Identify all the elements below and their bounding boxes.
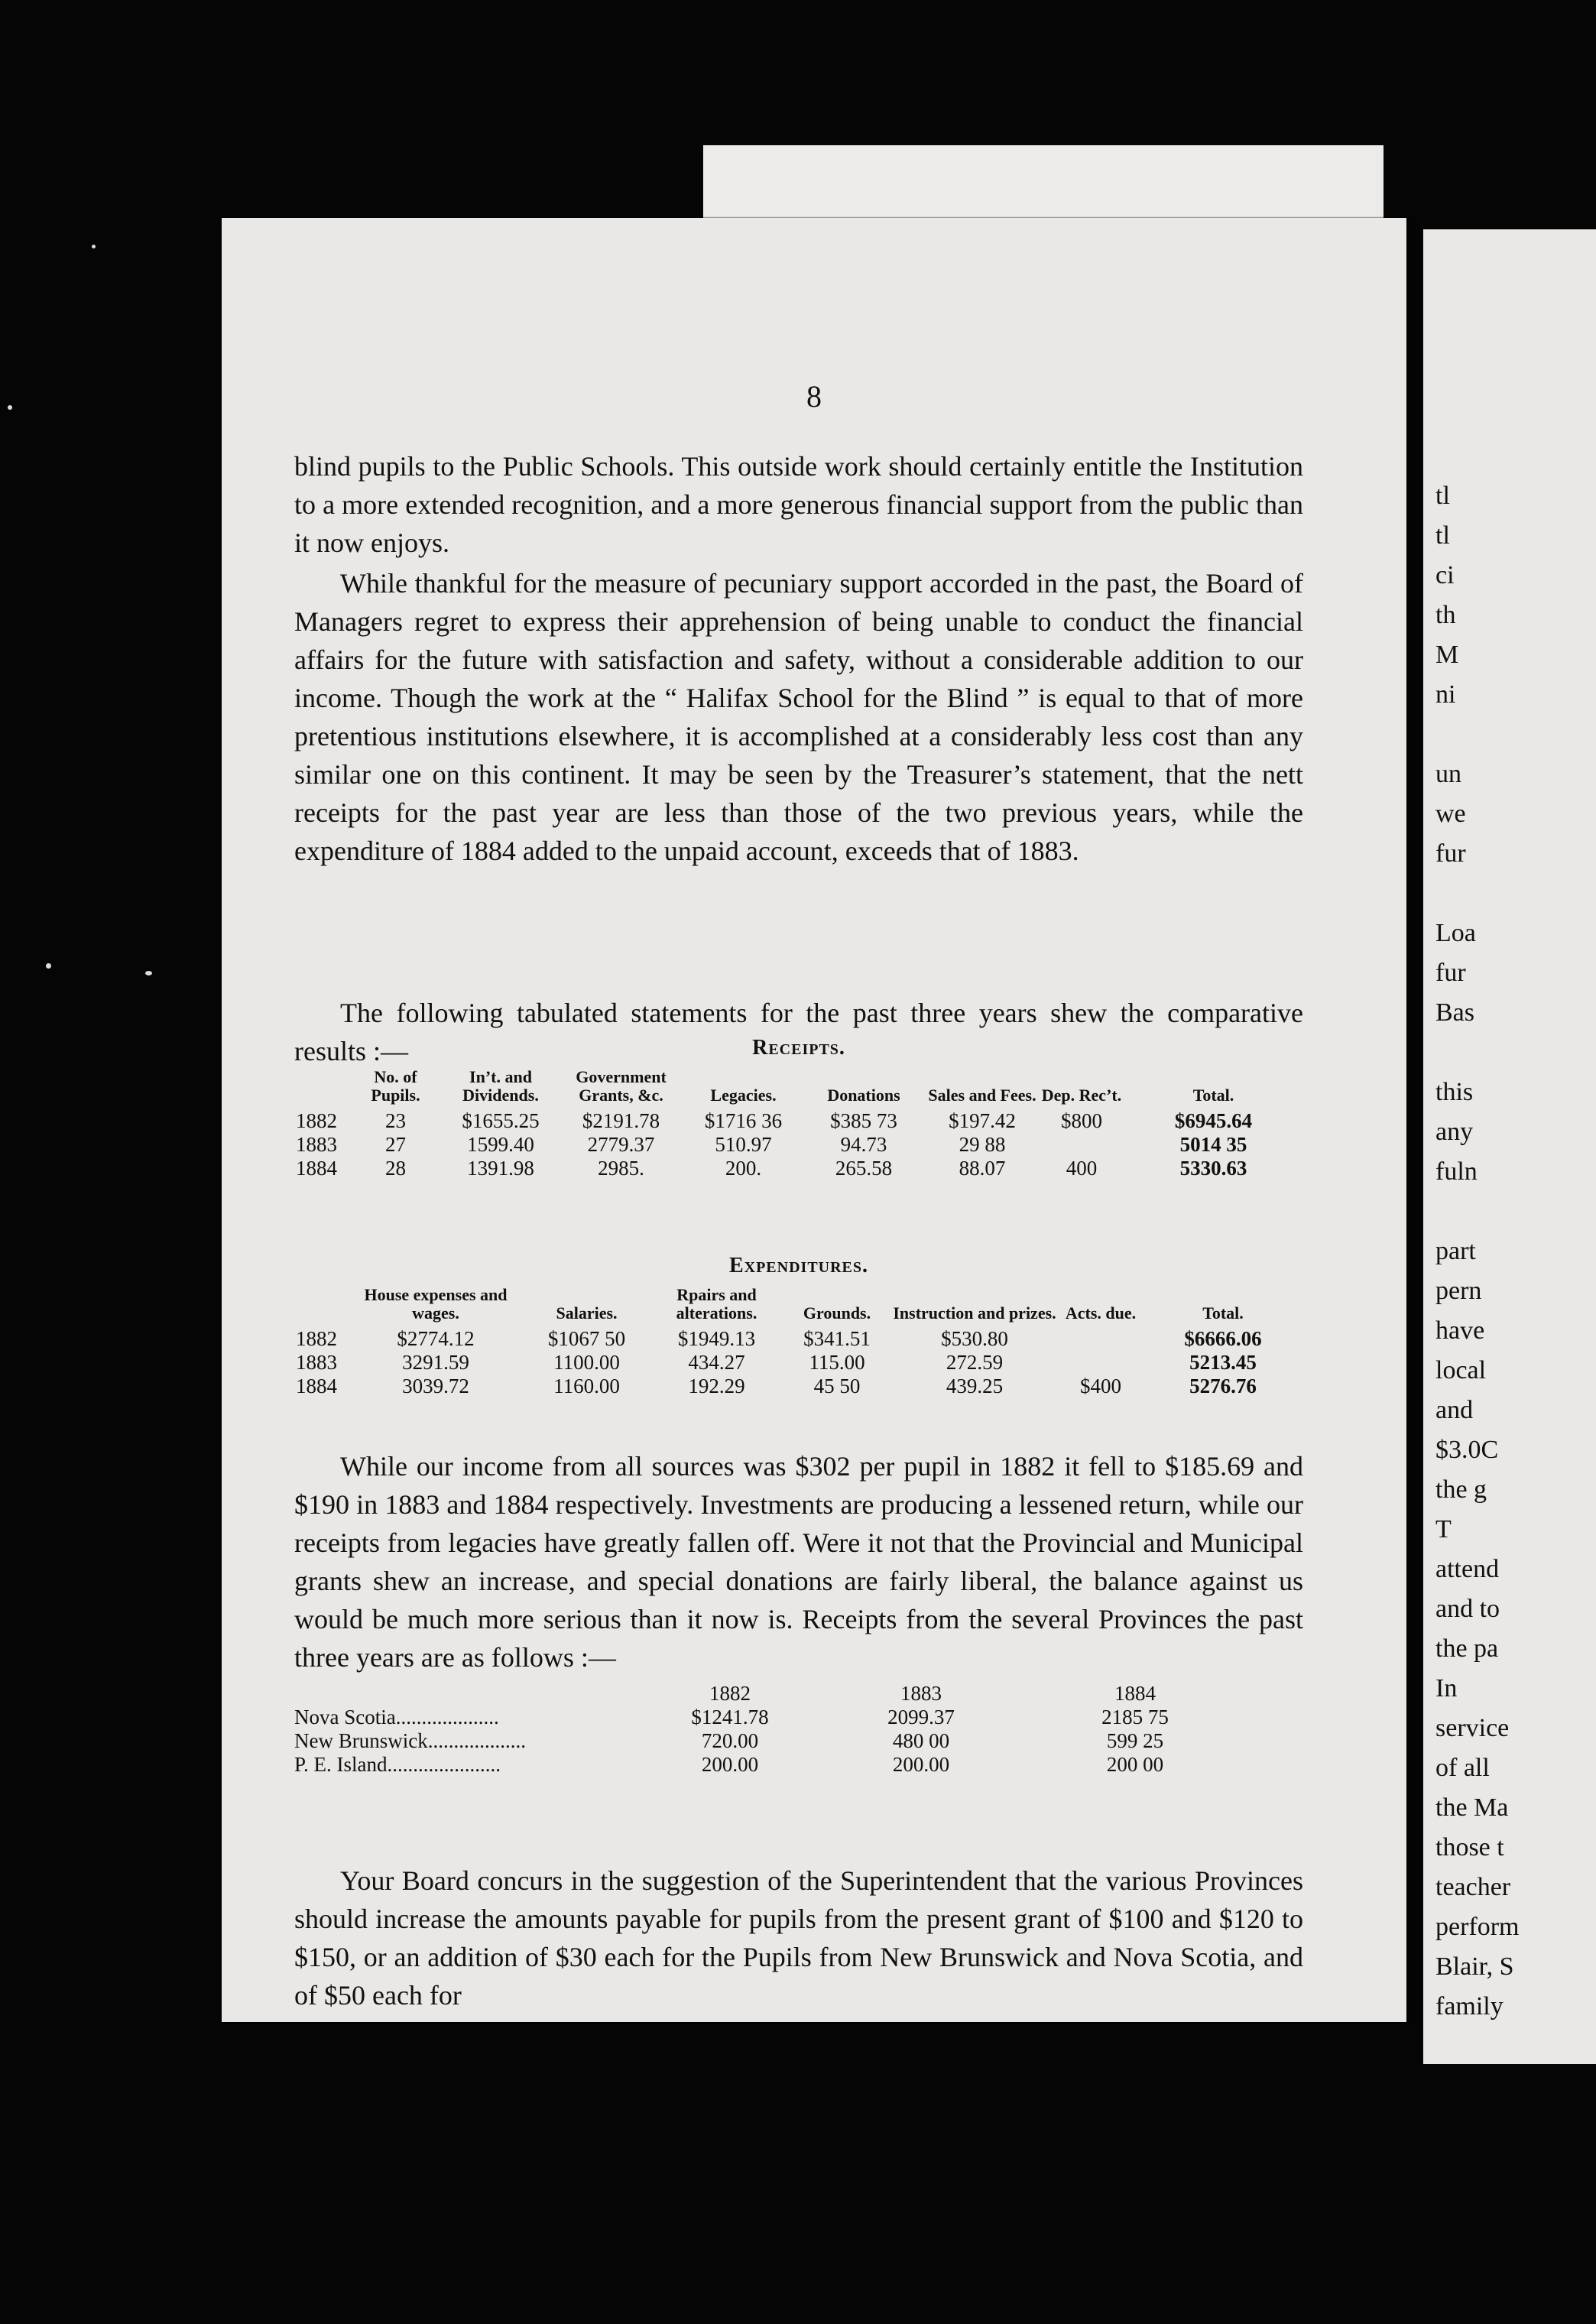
table-cell: 1100.00 <box>553 1351 620 1374</box>
table-row <box>294 1753 1234 1777</box>
table-cell: 115.00 <box>809 1351 865 1374</box>
table-cell: 439.25 <box>946 1375 1004 1397</box>
adjacent-page-line: local <box>1435 1356 1487 1384</box>
table-cell: 5014 35 <box>1179 1133 1247 1156</box>
film-speck <box>92 245 96 248</box>
film-speck <box>8 405 12 410</box>
adjacent-page-line: attend <box>1435 1555 1500 1583</box>
paragraph-3: The following tabulated statements for the past three years shew the comparative results :— <box>294 998 1303 1066</box>
adjacent-page-line: those t <box>1435 1833 1504 1861</box>
table-cell: 23 <box>385 1109 406 1132</box>
table-cell: 2185 75 <box>1101 1706 1169 1728</box>
table-row <box>294 1109 1303 1133</box>
adjacent-page-line: Bas <box>1435 998 1474 1027</box>
receipts-table <box>294 1068 1303 1180</box>
table-cell: 1883 <box>296 1351 337 1374</box>
table-cell: 2099.37 <box>887 1706 955 1728</box>
table-row <box>294 1351 1303 1375</box>
paragraph-1: blind pupils to the Public Schools. This outside work should certainly entitle the Institution to a more extended recognition, and a more generous financial support from the public than it now enjoys. <box>294 451 1303 558</box>
table-row <box>294 1157 1303 1180</box>
table-row <box>294 1729 1234 1753</box>
table-row <box>294 1706 1234 1729</box>
table-cell: 434.27 <box>688 1351 745 1374</box>
expenditures-title: Expenditures. <box>728 1254 869 1277</box>
table-cell: $400 <box>1080 1375 1121 1397</box>
table-cell: 2985. <box>598 1157 644 1180</box>
adjacent-page-line: Blair, S <box>1435 1952 1514 1981</box>
expenditures-header: Salaries. <box>556 1303 618 1323</box>
table-cell: 1883 <box>296 1133 337 1156</box>
adjacent-page-line: tl <box>1435 521 1450 550</box>
table-cell: 5213.45 <box>1189 1351 1257 1374</box>
table-cell: $2191.78 <box>582 1109 660 1132</box>
table-cell: 599 25 <box>1106 1729 1164 1752</box>
table-cell: 29 88 <box>959 1133 1006 1156</box>
table-cell: 5330.63 <box>1179 1157 1247 1180</box>
receipts-header: Government Grants, &c. <box>576 1067 667 1105</box>
table-cell: 480 00 <box>892 1729 950 1752</box>
provinces-header-row <box>294 1682 1234 1706</box>
table-cell: $385 73 <box>830 1109 897 1132</box>
table-cell: New Brunswick................... <box>294 1729 526 1752</box>
adjacent-page-line: perform <box>1435 1913 1520 1941</box>
adjacent-page-line: we <box>1435 800 1466 828</box>
table-cell: 28 <box>385 1157 406 1180</box>
receipts-header: Sales and Fees. <box>928 1086 1036 1105</box>
adjacent-page-line: In <box>1435 1674 1458 1702</box>
table-cell: $6945.64 <box>1174 1109 1253 1132</box>
adjacent-page-line: have <box>1435 1316 1485 1345</box>
table-cell: 5276.76 <box>1189 1375 1257 1397</box>
table-cell: 192.29 <box>688 1375 745 1397</box>
receipts-header <box>294 1068 348 1109</box>
table-cell: 200 00 <box>1106 1753 1164 1776</box>
receipts-header: Donations <box>827 1086 900 1105</box>
provinces-header: 1882 <box>709 1682 751 1705</box>
adjacent-page-line: the g <box>1435 1475 1487 1504</box>
receipts-header: Legacies. <box>710 1086 777 1105</box>
table-cell: 27 <box>385 1133 406 1156</box>
table-cell: 1882 <box>296 1109 337 1132</box>
adjacent-page-line: T <box>1435 1515 1452 1543</box>
expenditures-header: Rpairs and alterations. <box>676 1285 757 1323</box>
expenditures-table <box>294 1286 1303 1398</box>
table-cell: 272.59 <box>946 1351 1004 1374</box>
adjacent-page-line: service <box>1435 1714 1510 1742</box>
table-cell: 1391.98 <box>467 1157 534 1180</box>
table-cell: 3039.72 <box>402 1375 469 1397</box>
table-cell: 2779.37 <box>587 1133 655 1156</box>
adjacent-page-line: tl <box>1435 482 1450 510</box>
receipts-header-row <box>294 1068 1303 1109</box>
adjacent-page-line: ci <box>1435 561 1455 589</box>
table-cell: $2774.12 <box>397 1327 475 1350</box>
adjacent-page-line: fur <box>1435 839 1466 868</box>
table-cell: 1599.40 <box>467 1133 534 1156</box>
adjacent-page-line: fuln <box>1435 1157 1478 1186</box>
provinces-header: 1884 <box>1114 1682 1156 1705</box>
receipts-title: Receipts. <box>752 1036 845 1060</box>
table-cell: $197.42 <box>949 1109 1016 1132</box>
table-row <box>294 1375 1303 1398</box>
table-cell: $1067 50 <box>547 1327 626 1350</box>
table-cell: Nova Scotia.................... <box>294 1706 499 1728</box>
document-page <box>222 218 1406 2022</box>
provinces-table <box>294 1682 1234 1777</box>
table-cell: $800 <box>1061 1109 1102 1132</box>
receipts-table-block <box>294 1036 1303 1180</box>
table-cell <box>1059 1351 1143 1375</box>
paragraph-2: While thankful for the measure of pecuniary support accorded in the past, the Board of Managers regret to express their apprehension of being unable to conduct the financial affairs for the future with satisfaction and safety, without a considerable addition to our income. Though the work at the “ Halifax School for the Blind ” is equal to that of more pretentious institutions elsewhere, it is accomplished at a considerably less cost than any similar one on this continent. It may be seen by the Treasurer’s statement, that the nett receipts for the past year are less than those of the two previous years, while the expenditure of 1884 added to the unpaid account, exceeds that of 1883. <box>294 568 1303 866</box>
adjacent-page-line: $3.0C <box>1435 1436 1499 1464</box>
table-cell: 1882 <box>296 1327 337 1350</box>
table-cell: 1884 <box>296 1157 337 1180</box>
film-speck <box>145 971 152 975</box>
adjacent-page-line: un <box>1435 760 1461 788</box>
expenditures-table-block <box>294 1254 1303 1398</box>
adjacent-page-line: family <box>1435 1992 1504 2021</box>
adjacent-page-line: of all <box>1435 1754 1490 1782</box>
expenditures-header: Instruction and prizes. <box>893 1303 1056 1323</box>
expenditures-header <box>294 1286 348 1327</box>
expenditures-header: Grounds. <box>803 1303 871 1323</box>
adjacent-page-line: and to <box>1435 1595 1500 1623</box>
table-cell: 94.73 <box>840 1133 887 1156</box>
adjacent-page-line: the Ma <box>1435 1793 1509 1822</box>
receipts-header: Total. <box>1192 1086 1234 1105</box>
page-number: 8 <box>806 379 822 414</box>
adjacent-page-line: teacher <box>1435 1873 1511 1901</box>
table-cell: $1241.78 <box>691 1706 769 1728</box>
table-cell: $1716 36 <box>704 1109 783 1132</box>
table-cell: 45 50 <box>813 1375 861 1397</box>
expenditures-header-row <box>294 1286 1303 1327</box>
table-cell: 1884 <box>296 1375 337 1397</box>
provinces-header <box>294 1682 654 1706</box>
provinces-table-block <box>294 1682 1303 1777</box>
adjacent-page-line: M <box>1435 641 1459 669</box>
table-row <box>294 1327 1303 1351</box>
table-cell: 200.00 <box>701 1753 759 1776</box>
paragraph-5: Your Board concurs in the suggestion of the Superintendent that the various Provinces should increase the amounts payable for pupils from the present grant of $100 and $120 to $150, or an addition of $30 each for the Pupils from New Brunswick and Nova Scotia, and of $50 each for <box>294 1865 1303 2011</box>
table-cell: $1655.25 <box>462 1109 540 1132</box>
paragraph-4: While our income from all sources was $302 per pupil in 1882 it fell to $185.69 and $190 in 1883 and 1884 respectively. Investments are producing a lessened return, while our receipts from legacies have greatly fallen off. Were it not that the Provincial and Municipal grants shew an increase, and special donations are fairly liberal, the balance against us would be much more serious than it now is. Receipts from the several Provinces the past three years are as follows :— <box>294 1451 1303 1673</box>
table-cell: 720.00 <box>701 1729 759 1752</box>
adjacent-page-edge <box>1423 229 1596 2064</box>
adjacent-page-line: this <box>1435 1078 1474 1106</box>
table-cell: 1160.00 <box>553 1375 620 1397</box>
adjacent-page-line: pern <box>1435 1277 1482 1305</box>
table-cell: 88.07 <box>959 1157 1006 1180</box>
expenditures-header: Total. <box>1202 1303 1244 1323</box>
table-cell: P. E. Island...................... <box>294 1753 501 1776</box>
table-cell: 200.00 <box>892 1753 950 1776</box>
receipts-header: No. of Pupils. <box>371 1067 420 1105</box>
adjacent-page-line: fur <box>1435 959 1466 987</box>
receipts-header: Dep. Rec’t. <box>1041 1086 1122 1105</box>
film-speck <box>46 963 51 969</box>
adjacent-page-line: Loa <box>1435 919 1476 947</box>
provinces-header: 1883 <box>900 1682 942 1705</box>
table-cell: $1949.13 <box>677 1327 756 1350</box>
table-cell: $341.51 <box>803 1327 871 1350</box>
table-row <box>294 1133 1303 1157</box>
adjacent-page-line: part <box>1435 1237 1476 1265</box>
table-cell: 265.58 <box>835 1157 893 1180</box>
table-cell: $530.80 <box>941 1327 1008 1350</box>
adjacent-page-line: and <box>1435 1396 1474 1424</box>
table-cell: 200. <box>725 1157 762 1180</box>
table-cell: 3291.59 <box>402 1351 469 1374</box>
receipts-header: In’t. and Dividends. <box>462 1067 539 1105</box>
adjacent-page-line: th <box>1435 601 1456 629</box>
table-cell: 400 <box>1066 1157 1098 1180</box>
table-cell: 510.97 <box>715 1133 772 1156</box>
adjacent-page-line: any <box>1435 1118 1474 1146</box>
table-cell <box>1059 1327 1143 1351</box>
expenditures-header: House expenses and wages. <box>364 1285 508 1323</box>
table-cell <box>1040 1133 1124 1157</box>
table-cell: $6666.06 <box>1184 1327 1262 1350</box>
adjacent-page-line: ni <box>1435 680 1456 709</box>
expenditures-header: Acts. due. <box>1065 1303 1137 1323</box>
adjacent-page-line: the pa <box>1435 1634 1499 1663</box>
